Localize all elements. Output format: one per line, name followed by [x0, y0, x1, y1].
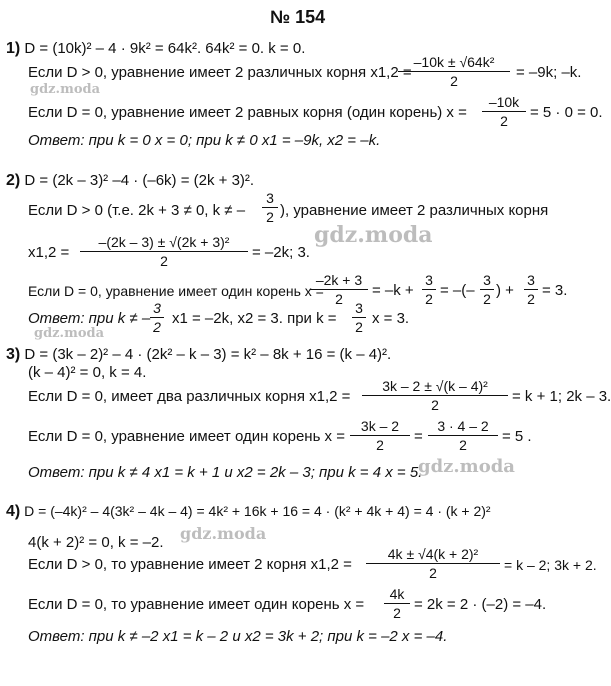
p2-line-3-b: = –2k; 3.	[252, 244, 310, 261]
p2-fraction-2: $\frac{\text{–(2k – 3) ± √(2k + 3)²}}{2}$	[80, 234, 248, 269]
p4-fraction-1: $\frac{\text{4k ± √4(k + 2)²}}{2}$	[366, 546, 500, 581]
p2-answer-fraction-1: $\frac{3}{2}$	[150, 300, 164, 335]
p3-fraction-3: $\frac{3 \cdot 4 - 2}{2}$	[428, 418, 498, 453]
p2-number: 2)	[6, 172, 21, 189]
watermark-4: gdz.moda	[418, 456, 515, 477]
p4-number: 4)	[6, 503, 21, 520]
p2-fraction-5: $\frac{3}{2}$	[480, 272, 494, 307]
watermark-3: gdz.moda	[34, 326, 105, 341]
p1-answer: Ответ: при k = 0 x = 0; при k ≠ 0 x1 = –9k, x2 = –k.	[28, 132, 381, 149]
p2-fraction-6: $\frac{3}{2}$	[524, 272, 538, 307]
p2-line-1: 2) D = (2k – 3)² –4 · (–6k) = (2k + 3)².	[6, 172, 255, 189]
page-title: № 154	[270, 7, 326, 27]
watermark-5: gdz.moda	[180, 524, 267, 543]
p2-line-4-d: ) +	[496, 282, 514, 299]
p2-line-4-c: = –(–	[440, 282, 475, 299]
p3-line-4-a: Если D = 0, уравнение имеет один корень x =	[28, 428, 345, 445]
p4-line-3-b: = k – 2; 3k + 2.	[504, 557, 597, 573]
p4-line-1: 4) D = (–4k)² – 4(3k² – 4k – 4) = 4k² + 16k + 16 = 4 · (k² + 4k + 4) = 4 · (k + 2)²	[6, 503, 491, 520]
p1-fraction-1: $\frac{\text{–10k ± √64k²}}{2}$	[398, 54, 510, 89]
p2-line-2-a: Если D > 0 (т.е. 2k + 3 ≠ 0, k ≠ –	[28, 202, 246, 219]
p3-line-3-a: Если D = 0, имеет два различных корня x1,2 =	[28, 388, 351, 405]
p2-fraction-3: $\frac{-2k + 3}{2}$	[310, 272, 368, 307]
p2-line-3-a: x1,2 =	[28, 244, 70, 261]
p4-line-4-a: Если D = 0, то уравнение имеет один корень x =	[28, 596, 365, 613]
watermark-1: gdz.moda	[30, 82, 101, 97]
p3-line-2: (k – 4)² = 0, k = 4.	[28, 364, 147, 381]
p1-line-2-a: Если D > 0, уравнение имеет 2 различных корня x1,2 =	[28, 64, 412, 81]
p4-fraction-2: $\frac{4k}{2}$	[384, 586, 410, 621]
p2-line-4-a: Если D = 0, уравнение имеет один корень x =	[28, 283, 324, 299]
p3-line-3-b: = k + 1; 2k – 3.	[512, 388, 611, 405]
p3-line-1: 3) D = (3k – 2)² – 4 · (2k² – k – 3) = k² – 8k + 16 = (k – 4)².	[6, 346, 392, 363]
p2-line-2-b: ), уравнение имеет 2 различных корня	[280, 202, 549, 219]
p4-line-4-b: = 2k = 2 · (–2) = –4.	[414, 596, 547, 613]
p4-answer: Ответ: при k ≠ –2 x1 = k – 2 и x2 = 3k + 2; при k = –2 x = –4.	[28, 628, 448, 645]
p4-line-3-a: Если D > 0, то уравнение имеет 2 корня x1,2 =	[28, 556, 352, 573]
p3-line-4-c: = 5 .	[502, 428, 532, 445]
p2-fraction-4: $\frac{3}{2}$	[422, 272, 436, 307]
p3-fraction-1: $\frac{\text{3k – 2 ± √(k – 4)²}}{2}$	[362, 378, 508, 413]
p1-number: 1)	[6, 40, 21, 57]
p2-answer-b: x1 = –2k, x2 = 3. при k =	[172, 310, 337, 327]
p3-answer: Ответ: при k ≠ 4 x1 = k + 1 и x2 = 2k – 3; при k = 4 x = 5.	[28, 464, 423, 481]
p3-fraction-2: $\frac{3k - 2}{2}$	[350, 418, 410, 453]
p1-line-3-a: Если D = 0, уравнение имеет 2 равных корня (один корень) x =	[28, 104, 467, 121]
p1-line-2-b: = –9k; –k.	[516, 64, 582, 81]
p2-line-4-e: = 3.	[542, 282, 568, 299]
p2-answer-a: Ответ: при k ≠ –	[28, 310, 151, 327]
p3-line-4-b: =	[414, 428, 423, 445]
p2-answer-fraction-2: $\frac{3}{2}$	[352, 300, 366, 335]
p1-line-1: 1) D = (10k)² – 4 · 9k² = 64k². 64k² = 0. k = 0.	[6, 40, 306, 57]
p2-fraction-1: $\frac{3}{2}$	[262, 190, 278, 225]
p2-answer-c: x = 3.	[372, 310, 410, 327]
p1-fraction-2: $\frac{-10k}{2}$	[482, 94, 526, 129]
p3-number: 3)	[6, 346, 21, 363]
p2-line-4-b: = –k +	[372, 282, 414, 299]
watermark-2: gdz.moda	[314, 222, 433, 248]
p4-line-2: 4(k + 2)² = 0, k = –2.	[28, 534, 164, 551]
p1-line-3-b: = 5 · 0 = 0.	[530, 104, 603, 121]
